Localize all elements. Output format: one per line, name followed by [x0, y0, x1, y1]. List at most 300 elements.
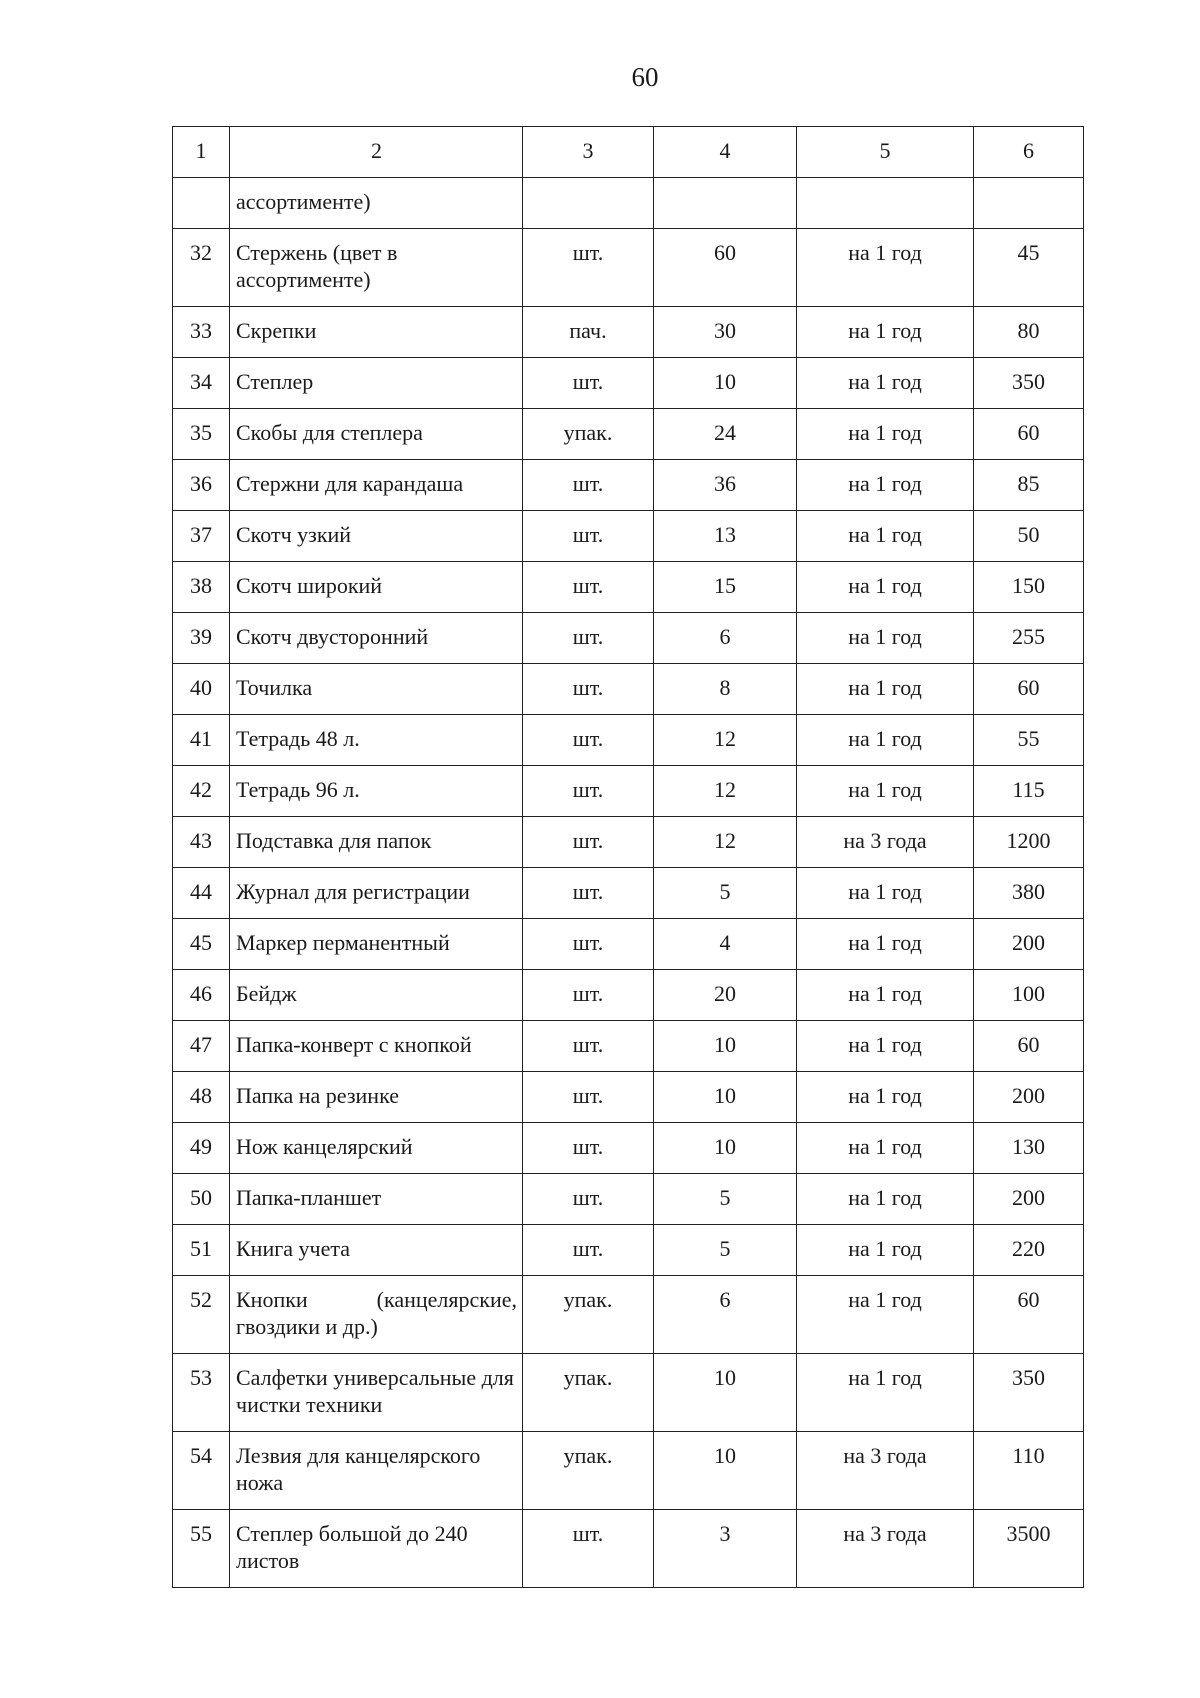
cell-number	[173, 409, 230, 460]
cell-number	[173, 1276, 230, 1354]
cell-number-text: 40	[190, 675, 212, 700]
cell-number-text: 51	[190, 1236, 212, 1261]
cell-price-text: 100	[1012, 981, 1045, 1006]
cell-period	[797, 1510, 974, 1588]
cell-period-text: на 1 год	[848, 624, 922, 649]
cell-unit-text	[523, 178, 653, 188]
cell-unit-text: шт.	[572, 240, 604, 265]
cell-name-text: Книга учета	[236, 1236, 350, 1261]
table-row	[173, 1123, 1084, 1174]
column-header-2-label: 2	[371, 138, 382, 163]
cell-number	[173, 1072, 230, 1123]
cell-number-text: 43	[190, 828, 212, 853]
cell-quantity	[654, 358, 797, 409]
cell-number-text: 54	[190, 1443, 212, 1468]
cell-unit	[523, 229, 654, 307]
table-row	[173, 460, 1084, 511]
cell-price-text: 200	[1012, 1185, 1045, 1210]
cell-period-text: на 1 год	[848, 318, 922, 343]
cell-period	[797, 511, 974, 562]
cell-name	[230, 511, 523, 562]
cell-number	[173, 229, 230, 307]
cell-quantity-text: 10	[714, 369, 736, 394]
cell-period	[797, 817, 974, 868]
cell-price-text: 255	[1012, 624, 1045, 649]
cell-quantity-text: 30	[714, 318, 736, 343]
cell-price	[974, 562, 1084, 613]
cell-number-text: 34	[190, 369, 212, 394]
cell-unit-text: шт.	[572, 675, 604, 700]
column-header-5-label: 5	[879, 138, 891, 163]
table-row	[173, 1021, 1084, 1072]
cell-period	[797, 868, 974, 919]
cell-number-text: 35	[190, 420, 212, 445]
cell-unit	[523, 1354, 654, 1432]
cell-quantity	[654, 562, 797, 613]
cell-price	[974, 1276, 1084, 1354]
cell-number	[173, 1432, 230, 1510]
cell-price	[974, 1021, 1084, 1072]
cell-name-text: Салфетки универсальные для чистки техники	[236, 1365, 514, 1417]
cell-unit	[523, 178, 654, 229]
cell-quantity	[654, 460, 797, 511]
cell-unit	[523, 562, 654, 613]
cell-number	[173, 1021, 230, 1072]
cell-period	[797, 1123, 974, 1174]
column-header-3-label: 3	[582, 138, 594, 163]
cell-name-text: Папка-планшет	[236, 1185, 382, 1210]
cell-name-text: Степлер большой до 240 листов	[236, 1521, 468, 1573]
cell-period-text: на 1 год	[848, 1365, 922, 1390]
cell-quantity-text: 5	[719, 1236, 731, 1261]
cell-quantity-text: 24	[714, 420, 736, 445]
cell-quantity	[654, 229, 797, 307]
cell-unit	[523, 1123, 654, 1174]
cell-price	[974, 715, 1084, 766]
cell-name	[230, 664, 523, 715]
cell-period	[797, 1174, 974, 1225]
cell-name	[230, 307, 523, 358]
table-row	[173, 409, 1084, 460]
cell-unit	[523, 511, 654, 562]
cell-quantity	[654, 178, 797, 229]
table-row	[173, 511, 1084, 562]
cell-name-text: Бейдж	[236, 981, 297, 1006]
cell-price	[974, 664, 1084, 715]
cell-number	[173, 970, 230, 1021]
table-row	[173, 664, 1084, 715]
cell-name	[230, 970, 523, 1021]
cell-period-text: на 1 год	[848, 726, 922, 751]
cell-period-text	[797, 178, 973, 188]
cell-name	[230, 1432, 523, 1510]
cell-number-text: 46	[190, 981, 212, 1006]
cell-number-text: 48	[190, 1083, 212, 1108]
column-header-6-label: 6	[1023, 138, 1034, 163]
cell-unit-text: шт.	[572, 369, 604, 394]
cell-quantity-text: 6	[719, 1287, 731, 1312]
cell-period	[797, 919, 974, 970]
cell-unit	[523, 409, 654, 460]
cell-price	[974, 919, 1084, 970]
cell-name-text: Лезвия для канцелярского ножа	[236, 1443, 481, 1495]
cell-period	[797, 1276, 974, 1354]
cell-unit	[523, 460, 654, 511]
cell-unit	[523, 307, 654, 358]
cell-unit-text: шт.	[572, 573, 604, 598]
cell-name	[230, 229, 523, 307]
cell-name-text: Папка-конверт с кнопкой	[236, 1032, 472, 1057]
cell-name	[230, 919, 523, 970]
cell-period	[797, 970, 974, 1021]
cell-quantity	[654, 1225, 797, 1276]
column-header-5	[797, 127, 974, 178]
cell-name	[230, 358, 523, 409]
cell-unit	[523, 766, 654, 817]
cell-price	[974, 817, 1084, 868]
cell-unit-text: шт.	[572, 981, 604, 1006]
cell-period	[797, 1021, 974, 1072]
cell-name	[230, 562, 523, 613]
table-header-row	[173, 127, 1084, 178]
cell-name	[230, 1123, 523, 1174]
cell-price	[974, 1354, 1084, 1432]
cell-unit	[523, 817, 654, 868]
cell-period-text: на 1 год	[848, 1236, 922, 1261]
table-row	[173, 307, 1084, 358]
cell-quantity-text: 3	[719, 1521, 731, 1546]
cell-period-text: на 1 год	[848, 1287, 922, 1312]
table-row	[173, 817, 1084, 868]
cell-unit-text: шт.	[572, 522, 604, 547]
cell-period-text: на 1 год	[848, 1083, 922, 1108]
cell-price	[974, 460, 1084, 511]
cell-name	[230, 1174, 523, 1225]
cell-unit	[523, 1072, 654, 1123]
cell-unit	[523, 715, 654, 766]
cell-price	[974, 409, 1084, 460]
cell-unit-text: упак.	[563, 1365, 613, 1390]
cell-price-text: 110	[1012, 1443, 1045, 1468]
cell-period-text: на 1 год	[848, 1032, 922, 1057]
cell-number-text: 36	[190, 471, 212, 496]
cell-number	[173, 1354, 230, 1432]
cell-quantity	[654, 1174, 797, 1225]
cell-number-text: 55	[190, 1521, 212, 1546]
cell-quantity	[654, 664, 797, 715]
cell-price	[974, 178, 1084, 229]
table-row	[173, 613, 1084, 664]
cell-unit-text: шт.	[572, 1236, 604, 1261]
cell-number-text: 49	[190, 1134, 212, 1159]
cell-name-text: Тетрадь 48 л.	[236, 726, 360, 751]
table-row	[173, 1225, 1084, 1276]
cell-number	[173, 1123, 230, 1174]
cell-name	[230, 409, 523, 460]
cell-unit	[523, 1432, 654, 1510]
cell-quantity-text: 10	[714, 1032, 736, 1057]
cell-number-text: 47	[190, 1032, 212, 1057]
table-row	[173, 1276, 1084, 1354]
cell-price	[974, 307, 1084, 358]
cell-unit-text: упак.	[563, 420, 613, 445]
cell-quantity	[654, 307, 797, 358]
table-row	[173, 562, 1084, 613]
cell-quantity-text: 20	[714, 981, 736, 1006]
cell-price-text: 200	[1012, 930, 1045, 955]
cell-number	[173, 358, 230, 409]
table-row	[173, 229, 1084, 307]
cell-unit	[523, 919, 654, 970]
cell-name	[230, 868, 523, 919]
cell-name-text: Папка на резинке	[236, 1083, 399, 1108]
cell-period-text: на 1 год	[848, 1185, 922, 1210]
cell-price-text: 3500	[1006, 1521, 1051, 1546]
cell-quantity	[654, 613, 797, 664]
cell-unit-text: шт.	[572, 777, 604, 802]
cell-number	[173, 1174, 230, 1225]
cell-price	[974, 358, 1084, 409]
cell-unit-text: шт.	[572, 1032, 604, 1057]
cell-period-text: на 1 год	[848, 675, 922, 700]
cell-quantity-text: 5	[719, 879, 731, 904]
cell-name	[230, 817, 523, 868]
cell-quantity	[654, 715, 797, 766]
cell-name-text: ассортименте)	[236, 189, 371, 214]
column-header-1-label: 1	[195, 138, 207, 163]
table-row	[173, 766, 1084, 817]
cell-number-text: 53	[190, 1365, 212, 1390]
cell-number-text: 41	[190, 726, 212, 751]
cell-quantity-text: 15	[714, 573, 736, 598]
cell-name	[230, 460, 523, 511]
cell-number	[173, 766, 230, 817]
cell-number-text: 38	[190, 573, 212, 598]
cell-name-text: Журнал для регистрации	[236, 879, 470, 904]
cell-unit	[523, 1225, 654, 1276]
cell-name-text: Точилка	[236, 675, 313, 700]
cell-price-text	[974, 178, 1083, 188]
cell-price-text: 200	[1012, 1083, 1045, 1108]
cell-period	[797, 409, 974, 460]
table-row	[173, 1072, 1084, 1123]
cell-period	[797, 613, 974, 664]
cell-number	[173, 460, 230, 511]
cell-period-text: на 1 год	[848, 522, 922, 547]
cell-price	[974, 511, 1084, 562]
cell-number	[173, 1510, 230, 1588]
cell-name-text: Степлер	[236, 369, 314, 394]
cell-period-text: на 1 год	[848, 240, 922, 265]
cell-period	[797, 664, 974, 715]
cell-number	[173, 562, 230, 613]
cell-period-text: на 1 год	[848, 981, 922, 1006]
cell-unit-text: шт.	[572, 726, 604, 751]
cell-quantity	[654, 1432, 797, 1510]
cell-price-text: 85	[1017, 471, 1040, 496]
cell-number-text: 50	[190, 1185, 212, 1210]
cell-price	[974, 970, 1084, 1021]
cell-quantity	[654, 1510, 797, 1588]
cell-quantity	[654, 1354, 797, 1432]
cell-unit-text: шт.	[572, 1134, 604, 1159]
cell-name-text: Стержень (цвет в ассортименте)	[236, 240, 398, 292]
cell-period-text: на 1 год	[848, 930, 922, 955]
cell-unit-text: шт.	[572, 1185, 604, 1210]
cell-period-text: на 1 год	[848, 573, 922, 598]
table-row	[173, 715, 1084, 766]
cell-period-text: на 3 года	[843, 1521, 927, 1546]
cell-quantity	[654, 766, 797, 817]
cell-period	[797, 1225, 974, 1276]
cell-period	[797, 178, 974, 229]
cell-number-text: 37	[190, 522, 212, 547]
column-header-6	[974, 127, 1084, 178]
cell-quantity-text: 10	[714, 1365, 736, 1390]
cell-number	[173, 817, 230, 868]
items-table	[172, 126, 1084, 1588]
cell-price-text: 60	[1017, 1287, 1040, 1312]
cell-unit	[523, 1510, 654, 1588]
cell-quantity-text: 12	[714, 828, 736, 853]
cell-number-text: 33	[190, 318, 212, 343]
cell-quantity-text: 4	[719, 930, 731, 955]
cell-period-text: на 3 года	[843, 828, 927, 853]
cell-unit	[523, 1276, 654, 1354]
cell-period-text: на 1 год	[848, 777, 922, 802]
cell-period-text: на 1 год	[848, 471, 922, 496]
table-row	[173, 1432, 1084, 1510]
items-table-body	[173, 127, 1084, 1588]
cell-period-text: на 1 год	[848, 1134, 922, 1159]
cell-period	[797, 1354, 974, 1432]
cell-unit	[523, 664, 654, 715]
cell-name-text: Скотч узкий	[236, 522, 352, 547]
cell-number-text: 45	[190, 930, 212, 955]
cell-number-text: 39	[190, 624, 212, 649]
cell-quantity-text: 6	[719, 624, 731, 649]
cell-name	[230, 1354, 523, 1432]
cell-unit-text: шт.	[572, 471, 604, 496]
cell-unit-text: шт.	[572, 930, 604, 955]
cell-price-text: 80	[1017, 318, 1040, 343]
cell-price	[974, 1510, 1084, 1588]
cell-quantity-text	[654, 178, 796, 188]
cell-name-text: Кнопки (канцелярские, гвоздики и др.)	[236, 1287, 517, 1339]
column-header-4	[654, 127, 797, 178]
table-row	[173, 868, 1084, 919]
cell-number	[173, 664, 230, 715]
cell-name-text: Скотч широкий	[236, 573, 383, 598]
cell-unit-text: упак.	[563, 1443, 613, 1468]
cell-number	[173, 1225, 230, 1276]
cell-number-text: 44	[190, 879, 212, 904]
cell-quantity-text: 36	[714, 471, 736, 496]
cell-price	[974, 1072, 1084, 1123]
table-row	[173, 1510, 1084, 1588]
cell-name	[230, 715, 523, 766]
table-row	[173, 358, 1084, 409]
cell-period	[797, 307, 974, 358]
cell-number	[173, 178, 230, 229]
cell-number	[173, 715, 230, 766]
cell-period	[797, 358, 974, 409]
cell-period	[797, 715, 974, 766]
cell-period	[797, 562, 974, 613]
cell-name	[230, 1276, 523, 1354]
cell-name-text: Стержни для карандаша	[236, 471, 464, 496]
cell-quantity	[654, 868, 797, 919]
cell-price-text: 150	[1012, 573, 1045, 598]
cell-price-text: 350	[1012, 369, 1045, 394]
cell-unit-text: упак.	[563, 1287, 613, 1312]
cell-name	[230, 178, 523, 229]
cell-name	[230, 1072, 523, 1123]
cell-price-text: 220	[1012, 1236, 1045, 1261]
cell-period-text: на 1 год	[848, 420, 922, 445]
cell-unit	[523, 1174, 654, 1225]
cell-number	[173, 307, 230, 358]
cell-quantity-text: 12	[714, 726, 736, 751]
cell-unit-text: шт.	[572, 828, 604, 853]
cell-price-text: 380	[1012, 879, 1045, 904]
cell-period	[797, 460, 974, 511]
cell-number-text: 52	[190, 1287, 212, 1312]
cell-price	[974, 229, 1084, 307]
cell-unit-text: шт.	[572, 879, 604, 904]
cell-quantity-text: 10	[714, 1083, 736, 1108]
cell-quantity	[654, 409, 797, 460]
column-header-2	[230, 127, 523, 178]
cell-quantity-text: 13	[714, 522, 736, 547]
cell-name	[230, 1225, 523, 1276]
cell-unit	[523, 1021, 654, 1072]
cell-name-text: Скотч двусторонний	[236, 624, 429, 649]
cell-price-text: 350	[1012, 1365, 1045, 1390]
cell-unit-text: шт.	[572, 624, 604, 649]
cell-quantity	[654, 1021, 797, 1072]
table-continuation-row	[173, 178, 1084, 229]
cell-quantity-text: 5	[719, 1185, 731, 1210]
cell-name	[230, 766, 523, 817]
cell-price-text: 60	[1017, 675, 1040, 700]
cell-quantity	[654, 511, 797, 562]
table-row	[173, 1354, 1084, 1432]
cell-price-text: 130	[1012, 1134, 1045, 1159]
cell-quantity	[654, 919, 797, 970]
cell-number-text: 42	[190, 777, 212, 802]
cell-price	[974, 1174, 1084, 1225]
cell-period-text: на 1 год	[848, 369, 922, 394]
cell-price	[974, 1432, 1084, 1510]
cell-number	[173, 613, 230, 664]
cell-quantity-text: 10	[714, 1443, 736, 1468]
cell-period-text: на 3 года	[843, 1443, 927, 1468]
cell-quantity	[654, 1123, 797, 1174]
cell-name	[230, 1510, 523, 1588]
column-header-4-label: 4	[719, 138, 731, 163]
column-header-1	[173, 127, 230, 178]
cell-period-text: на 1 год	[848, 879, 922, 904]
cell-price	[974, 613, 1084, 664]
cell-name	[230, 1021, 523, 1072]
cell-quantity	[654, 970, 797, 1021]
table-row	[173, 970, 1084, 1021]
cell-quantity	[654, 1276, 797, 1354]
cell-price-text: 50	[1017, 522, 1040, 547]
cell-period	[797, 229, 974, 307]
cell-quantity	[654, 817, 797, 868]
